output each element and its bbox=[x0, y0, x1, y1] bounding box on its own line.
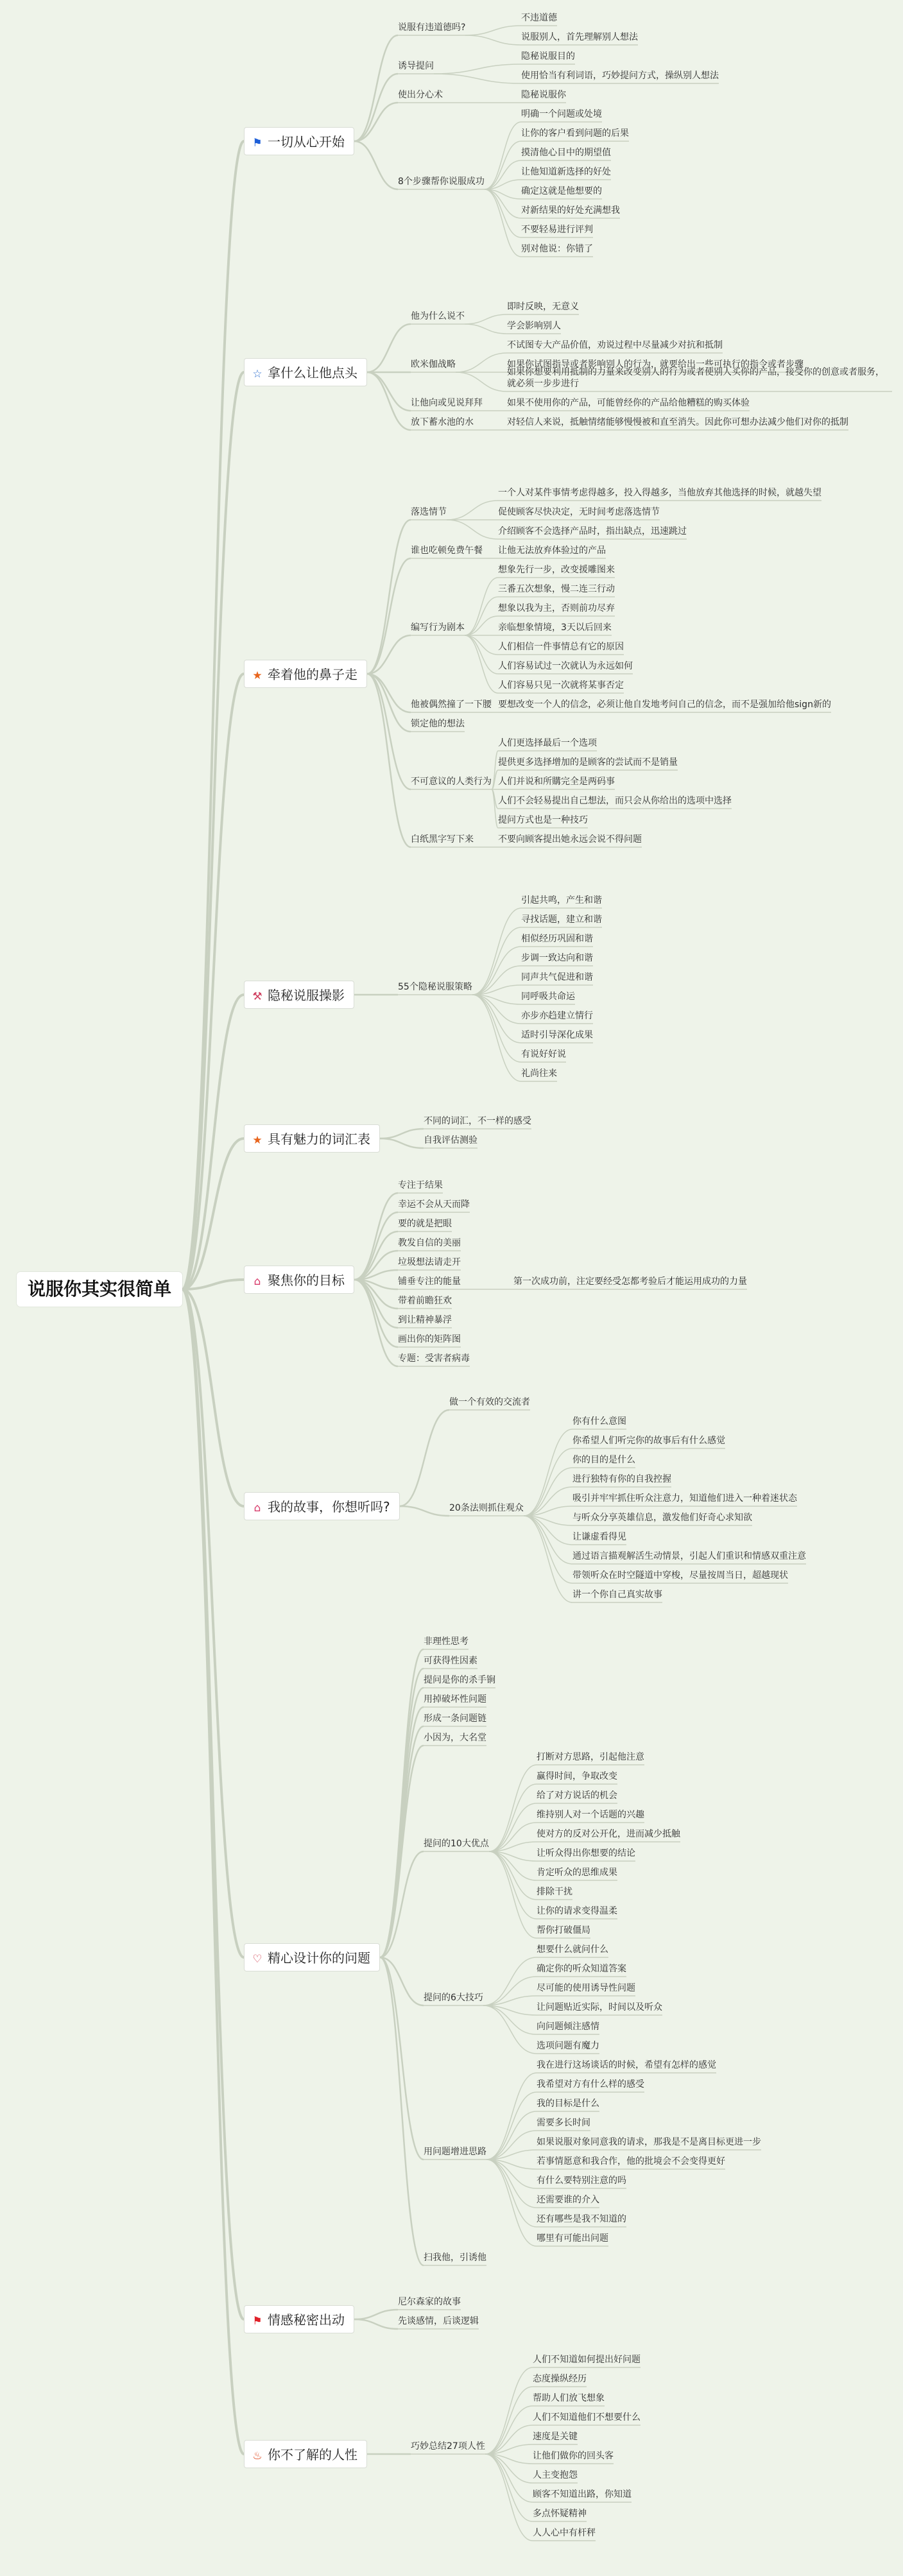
leaf-node[interactable]: 打断对方思路，引起他注意 bbox=[537, 1752, 644, 1762]
connector-line bbox=[367, 674, 411, 847]
leaf-node[interactable]: 选项问题有魔力 bbox=[537, 2041, 599, 2051]
connector-line bbox=[485, 2454, 533, 2521]
leaf-node[interactable]: 三番五次想象，慢二连三行动 bbox=[498, 584, 615, 594]
topic-label: 聚焦你的目标 bbox=[268, 1273, 345, 1288]
subtopic-node[interactable]: 说服有违道德吗? bbox=[398, 22, 466, 33]
connector-line bbox=[485, 2387, 533, 2454]
connector-line bbox=[486, 2160, 537, 2246]
subtopic-node[interactable]: 专题：受害者病毒 bbox=[398, 1353, 470, 1364]
connector-line bbox=[380, 1129, 424, 1138]
leaf-node[interactable]: 尽可能的使用诱导性问题 bbox=[537, 1983, 635, 1993]
leaf-node[interactable]: 第一次成功前，注定要经受怎都考验后才能运用成功的力量 bbox=[513, 1276, 747, 1287]
leaf-node[interactable]: 让问题贴近实际，时间以及听众 bbox=[537, 2002, 662, 2013]
leaf-node[interactable]: 给了对方说话的机会 bbox=[537, 1790, 617, 1801]
leaf-node[interactable]: 礼尚往来 bbox=[521, 1069, 557, 1079]
leaf-node[interactable]: 我的目标是什么 bbox=[537, 2099, 599, 2109]
leaf-node[interactable]: 亦步亦趋建立情行 bbox=[521, 1011, 593, 1021]
leaf-node[interactable]: 帮助人们放飞想象 bbox=[533, 2393, 605, 2403]
connector-line bbox=[472, 995, 521, 1062]
subtopic-node[interactable]: 垃圾想法请走开 bbox=[398, 1257, 461, 1267]
subtopic-node[interactable]: 提问的10大优点 bbox=[424, 1839, 489, 1849]
connector-line bbox=[465, 35, 521, 45]
connector-line bbox=[434, 74, 521, 83]
connector-line bbox=[367, 372, 411, 430]
leaf-node[interactable]: 我希望对方有什么样的感受 bbox=[537, 2079, 644, 2090]
leaf-node[interactable]: 向问题倾注感情 bbox=[537, 2022, 599, 2032]
connector-line bbox=[367, 324, 411, 372]
connector-line bbox=[367, 372, 411, 411]
leaf-node[interactable]: 人们不知道他们不想要什么 bbox=[533, 2412, 641, 2423]
topic-label: 牵着他的鼻子走 bbox=[268, 667, 357, 682]
leaf-node[interactable]: 说服别人，首先理解别人想法 bbox=[521, 32, 638, 42]
connector-line bbox=[472, 995, 521, 1043]
subtopic-node[interactable]: 到让精神暴浮 bbox=[398, 1315, 452, 1325]
leaf-node[interactable]: 别对他说：你错了 bbox=[521, 244, 593, 254]
red-flag-icon: ⚑ bbox=[252, 2315, 262, 2328]
subtopic-node[interactable]: 画出你的矩阵图 bbox=[398, 1334, 461, 1344]
connector-line bbox=[434, 64, 521, 74]
subtopic-node[interactable]: 使出分心术 bbox=[398, 90, 443, 100]
topic-label: 拿什么让他点头 bbox=[268, 365, 357, 381]
connector-line bbox=[354, 2310, 398, 2319]
tools-icon: ⚒ bbox=[252, 990, 262, 1003]
connector-line bbox=[380, 1746, 424, 1957]
leaf-node[interactable]: 明确一个问题或处境 bbox=[521, 109, 602, 119]
subtopic-node[interactable]: 锁定他的想法 bbox=[411, 719, 465, 729]
leaf-node[interactable]: 你有什么意图 bbox=[572, 1416, 626, 1427]
connector-line bbox=[485, 189, 521, 237]
leaf-node[interactable]: 相似经历巩固和谐 bbox=[521, 934, 593, 944]
connector-line bbox=[367, 674, 411, 732]
topic-3[interactable] bbox=[244, 660, 367, 688]
connector-line bbox=[354, 74, 398, 141]
leaf-node[interactable]: 使用恰当有利词语，巧妙提问方式，操纵别人想法 bbox=[521, 71, 719, 81]
leaf-node[interactable]: 进行独特有你的自我控握 bbox=[572, 1474, 671, 1484]
subtopic-node[interactable]: 提问的6大技巧 bbox=[424, 1993, 483, 2003]
connector-line bbox=[400, 1506, 449, 1516]
leaf-node[interactable]: 若事情愿意和我合作，他的批境会不会变得更好 bbox=[537, 2156, 725, 2167]
connector-line bbox=[182, 1289, 244, 2319]
topic-4[interactable] bbox=[244, 981, 354, 1009]
leaf-node[interactable]: 确定这就是他想要的 bbox=[521, 186, 602, 196]
connector-line bbox=[524, 1516, 572, 1564]
subtopic-node[interactable]: 用问题增进思路 bbox=[424, 2147, 486, 2157]
subtopic-node[interactable]: 欧米伽战略 bbox=[411, 359, 456, 370]
connector-line bbox=[465, 635, 498, 674]
connector-line bbox=[380, 1707, 424, 1957]
connector-line bbox=[354, 1212, 398, 1280]
subtopic-node[interactable]: 他被偶然撞了一下腰 bbox=[411, 700, 492, 710]
connector-line bbox=[485, 141, 521, 189]
leaf-node[interactable]: 排除干扰 bbox=[537, 1887, 572, 1897]
connector-line bbox=[380, 1851, 424, 1957]
topic-label: 具有魅力的词汇表 bbox=[268, 1131, 370, 1147]
subtopic-node[interactable]: 自我评估测验 bbox=[424, 1135, 477, 1146]
connector-line bbox=[486, 2111, 537, 2160]
topic-label: 情感秘密出动 bbox=[268, 2312, 345, 2328]
connector-line bbox=[456, 353, 507, 372]
topic-label: 精心设计你的问题 bbox=[268, 1950, 370, 1966]
connector-line bbox=[380, 1688, 424, 1957]
leaf-node[interactable]: 如果说服对象同意我的请求，那我是不是离目标更进一步 bbox=[537, 2137, 761, 2147]
leaf-node[interactable]: 速度是关键 bbox=[533, 2432, 578, 2442]
leaf-node[interactable]: 不要轻易进行评判 bbox=[521, 225, 593, 235]
leaf-node[interactable]: 通过语言描观解活生动情景，引起人们重识和情感双重注意 bbox=[572, 1551, 806, 1561]
leaf-node[interactable]: 还有哪些是我不知道的 bbox=[537, 2214, 626, 2224]
leaf-node[interactable]: 带领听众在时空隧道中穿梭，尽量按周当日，超越现状 bbox=[572, 1570, 788, 1581]
subtopic-node[interactable]: 尼尔森家的故事 bbox=[398, 2297, 461, 2307]
leaf-node[interactable]: 隐秘说服目的 bbox=[521, 51, 575, 62]
connector-line bbox=[485, 2367, 533, 2454]
leaf-node[interactable]: 促使顾客尽快决定，无时间考虑落选情节 bbox=[498, 507, 660, 517]
leaf-node[interactable]: 人们并说和所購完全是两码事 bbox=[498, 777, 615, 787]
connector-line bbox=[465, 635, 498, 693]
leaf-node[interactable]: 介绍顾客不会选择产品时，指出缺点，迅速跳过 bbox=[498, 526, 687, 537]
subtopic-node[interactable]: 铺垂专注的能量 bbox=[398, 1276, 461, 1287]
leaf-node[interactable]: 肯定听众的思维成果 bbox=[537, 1868, 617, 1878]
leaf-node[interactable]: 让你的客户看到问题的后果 bbox=[521, 128, 629, 139]
leaf-node[interactable]: 要想改变一个人的信念，必须让他自发地考问自己的信念，而不是强加给他sign新的 bbox=[498, 700, 831, 710]
connector-line bbox=[354, 1193, 398, 1280]
topic-8[interactable] bbox=[244, 1943, 380, 1971]
leaf-node[interactable]: 需要多长时间 bbox=[537, 2118, 590, 2128]
leaf-node[interactable]: 寻找话题，建立和谐 bbox=[521, 914, 602, 925]
leaf-node[interactable]: 提问方式也是一种技巧 bbox=[498, 815, 588, 825]
leaf-node[interactable]: 人们容易只见一次就将某事否定 bbox=[498, 680, 624, 691]
connector-line bbox=[486, 2092, 537, 2160]
connector-line bbox=[485, 189, 521, 257]
connector-line bbox=[400, 1410, 449, 1506]
leaf-node[interactable]: 让谦虚看得见 bbox=[572, 1532, 626, 1542]
subtopic-node[interactable]: 不可意议的人类行为 bbox=[411, 777, 492, 787]
subtopic-node[interactable]: 巧妙总结27项人性 bbox=[411, 2441, 485, 2451]
leaf-node[interactable]: 有什么要特别注意的吗 bbox=[537, 2176, 626, 2186]
topic-2[interactable] bbox=[244, 358, 367, 386]
leaf-node[interactable]: 我在进行这场谈话的时候，希望有怎样的感觉 bbox=[537, 2060, 716, 2070]
connector-line bbox=[489, 1784, 537, 1851]
home-icon: ⌂ bbox=[254, 1502, 261, 1515]
leaf-node[interactable]: 人们不会轻易提出自己想法，而只会从你给出的选项中选择 bbox=[498, 796, 732, 806]
connector-line bbox=[380, 1138, 424, 1148]
connector-line bbox=[524, 1468, 572, 1516]
leaf-node[interactable]: 亲临想象情境，3天以后回来 bbox=[498, 623, 612, 633]
subtopic-node[interactable]: 先谈感情，后谈逻辑 bbox=[398, 2316, 479, 2326]
subtopic-node[interactable]: 编写行为剧本 bbox=[411, 623, 465, 633]
subtopic-node[interactable]: 幸运不会从天而降 bbox=[398, 1199, 470, 1210]
connector-line bbox=[367, 520, 411, 674]
fire-icon: ♨ bbox=[252, 2450, 262, 2462]
subtopic-node[interactable]: 专注于结果 bbox=[398, 1180, 443, 1190]
connector-line bbox=[483, 2005, 537, 2054]
leaf-node[interactable]: 人人心中有杆秤 bbox=[533, 2528, 596, 2538]
subtopic-node[interactable]: 扫我他，引诱他 bbox=[424, 2253, 486, 2263]
connector-line bbox=[524, 1448, 572, 1516]
topic-7[interactable] bbox=[244, 1492, 400, 1520]
subtopic-node[interactable]: 白纸黑字写下来 bbox=[411, 834, 474, 845]
leaf-node[interactable]: 如果你想要利用抵制的力量来改变别人的行为或者使别人买你的产品，接受你的创意或者服务，就必须一步步进行 bbox=[507, 367, 884, 389]
connector-line bbox=[354, 141, 398, 189]
leaf-node[interactable]: 吸引并牢牢抓住听众注意力，知道他们进入一种着迷状态 bbox=[572, 1493, 797, 1504]
connector-line bbox=[489, 1765, 537, 1851]
subtopic-node[interactable]: 非理性思考 bbox=[424, 1636, 469, 1647]
connector-line bbox=[489, 1803, 537, 1851]
connector-line bbox=[486, 2160, 537, 2227]
leaf-node[interactable]: 对轻信人来说，抵触情绪能够慢慢被和直至消失。因此你可想办法减少他们对你的抵制 bbox=[507, 417, 848, 427]
subtopic-node[interactable]: 放下蓄水池的水 bbox=[411, 417, 474, 427]
leaf-node[interactable]: 想象以我为主，否则前功尽弃 bbox=[498, 603, 615, 614]
leaf-node[interactable]: 与听众分享英雄信息，激发他们好奇心求知欲 bbox=[572, 1513, 752, 1523]
orange-star-icon: ★ bbox=[252, 1134, 262, 1147]
subtopic-node[interactable]: 55个隐秘说服策略 bbox=[398, 982, 472, 992]
connector-line bbox=[489, 1851, 537, 1900]
connector-line bbox=[182, 141, 244, 1289]
subtopic-node[interactable]: 小因为，大名堂 bbox=[424, 1733, 486, 1743]
topic-label: 你不了解的人性 bbox=[268, 2447, 357, 2462]
leaf-node[interactable]: 人们更选择最后一个选项 bbox=[498, 738, 597, 748]
topic-1[interactable] bbox=[244, 127, 354, 155]
connector-line bbox=[465, 26, 521, 35]
connector-line bbox=[354, 1280, 398, 1366]
connector-line bbox=[486, 2160, 537, 2208]
leaf-node[interactable]: 使对方的反对公开化，进而减少抵触 bbox=[537, 1829, 680, 1839]
leaf-node[interactable]: 即时反映，无意义 bbox=[507, 302, 579, 312]
subtopic-node[interactable]: 不同的词汇，不一样的感受 bbox=[424, 1116, 531, 1126]
connector-line bbox=[367, 674, 411, 789]
leaf-node[interactable]: 顾客不知道出路，你知道 bbox=[533, 2489, 632, 2500]
subtopic-node[interactable]: 谁也吃顿免费午餐 bbox=[411, 545, 483, 556]
heart-outline-icon: ♡ bbox=[252, 1953, 262, 1966]
leaf-node[interactable]: 还需要谁的介入 bbox=[537, 2195, 599, 2205]
connector-line bbox=[465, 314, 507, 324]
subtopic-node[interactable]: 要的就是把眼 bbox=[398, 1219, 452, 1229]
subtopic-node[interactable]: 可获得性因素 bbox=[424, 1656, 477, 1666]
subtopic-node[interactable]: 他为什么说不 bbox=[411, 311, 465, 322]
leaf-node[interactable]: 如果不使用你的产品，可能曾经你的产品给他糟糕的购买体验 bbox=[507, 398, 750, 408]
connector-line bbox=[489, 1851, 537, 1938]
leaf-node[interactable]: 对新结果的好处充满想我 bbox=[521, 205, 620, 216]
blue-flag-icon: ⚑ bbox=[252, 137, 262, 150]
leaf-node[interactable]: 确定你的听众知道答案 bbox=[537, 1964, 626, 1974]
leaf-node[interactable]: 维持别人对一个话题的兴趣 bbox=[537, 1810, 644, 1820]
leaf-node[interactable]: 如果你试图指导或者影响别人的行为，就要给出一些可执行的指令或者步骤 bbox=[507, 359, 804, 370]
subtopic-node[interactable]: 8个步骤帮你说服成功 bbox=[398, 176, 485, 187]
topic-10[interactable] bbox=[244, 2440, 367, 2468]
leaf-node[interactable]: 让他知道新选择的好处 bbox=[521, 167, 611, 177]
topic-6[interactable] bbox=[244, 1266, 354, 1294]
connector-line bbox=[485, 2454, 533, 2502]
leaf-node[interactable]: 帮你打破僵局 bbox=[537, 1925, 590, 1936]
connector-line bbox=[367, 558, 411, 674]
leaf-node[interactable]: 人们不知道如何提出好问题 bbox=[533, 2355, 641, 2365]
leaf-node[interactable]: 态度操纵经历 bbox=[533, 2374, 587, 2384]
subtopic-node[interactable]: 20条法则抓住观众 bbox=[449, 1503, 524, 1513]
subtopic-node[interactable]: 提问是你的杀手锏 bbox=[424, 1675, 495, 1685]
leaf-node[interactable]: 不试图专大产品价值，劝说过程中尽量减少对抗和抵制 bbox=[507, 340, 723, 350]
leaf-node[interactable]: 引起共鸣，产生和谐 bbox=[521, 895, 602, 906]
connector-line bbox=[447, 501, 498, 520]
connector-line bbox=[472, 927, 521, 995]
topic-9[interactable] bbox=[244, 2305, 354, 2333]
leaf-node[interactable]: 提供更多选择增加的是顾客的尝试而不是销量 bbox=[498, 757, 678, 768]
leaf-node[interactable]: 一个人对某件事情考虑得越多，投入得越多，当他放弃其他选择的时候，就越失望 bbox=[498, 488, 821, 498]
leaf-node[interactable]: 摸清他心目中的期望值 bbox=[521, 148, 611, 158]
subtopic-node[interactable]: 诱导提问 bbox=[398, 61, 434, 71]
leaf-node[interactable]: 多点怀疑精神 bbox=[533, 2509, 587, 2519]
connector-line bbox=[489, 1851, 537, 1919]
connector-line bbox=[465, 616, 498, 635]
leaf-node[interactable]: 让他们做你的回头客 bbox=[533, 2451, 614, 2461]
connector-line bbox=[354, 35, 398, 141]
leaf-node[interactable]: 人们容易试过一次就认为永远如何 bbox=[498, 661, 633, 671]
connector-line bbox=[472, 947, 521, 995]
orange-star-icon: ★ bbox=[252, 669, 262, 682]
leaf-node[interactable]: 讲一个你自己真实故事 bbox=[572, 1590, 662, 1600]
connector-line bbox=[354, 1280, 398, 1347]
connector-line bbox=[447, 520, 498, 539]
connector-line bbox=[380, 1726, 424, 1957]
leaf-node[interactable]: 不违道德 bbox=[521, 13, 557, 23]
leaf-node[interactable]: 赢得时间，争取改变 bbox=[537, 1771, 617, 1782]
leaf-node[interactable]: 人主变抱怨 bbox=[533, 2470, 578, 2480]
topic-5[interactable] bbox=[244, 1124, 380, 1153]
leaf-node[interactable]: 同呼吸共命运 bbox=[521, 992, 575, 1002]
leaf-node[interactable]: 适时引导深化成果 bbox=[521, 1030, 593, 1040]
subtopic-node[interactable]: 做一个有效的交流者 bbox=[449, 1397, 530, 1407]
subtopic-node[interactable]: 落选情节 bbox=[411, 507, 447, 517]
subtopic-node[interactable]: 用掉破坏性问题 bbox=[424, 1694, 486, 1704]
connector-line bbox=[465, 635, 498, 655]
connector-line bbox=[465, 578, 498, 635]
leaf-node[interactable]: 你希望人们听完你的故事后有什么感觉 bbox=[572, 1436, 725, 1446]
connector-line bbox=[485, 2454, 533, 2541]
connector-line bbox=[456, 372, 507, 391]
connector-line bbox=[485, 2406, 533, 2454]
topic-label: 隐秘说服操影 bbox=[268, 988, 345, 1003]
topic-label: 我的故事，你想听吗? bbox=[268, 1499, 390, 1515]
leaf-node[interactable]: 想象先行一步，改变援雕图来 bbox=[498, 565, 615, 575]
leaf-node[interactable]: 隐秘说服你 bbox=[521, 90, 566, 100]
connector-line bbox=[182, 674, 244, 1289]
subtopic-node[interactable]: 带着前瞻狂欢 bbox=[398, 1296, 452, 1306]
connector-line bbox=[472, 908, 521, 995]
connector-line bbox=[380, 1957, 424, 2160]
subtopic-node[interactable]: 形成一条问题链 bbox=[424, 1713, 486, 1724]
connector-line bbox=[483, 1957, 537, 2005]
leaf-node[interactable]: 同声共气促进和谐 bbox=[521, 972, 593, 983]
connector-line bbox=[465, 324, 507, 334]
connector-line bbox=[486, 2073, 537, 2160]
star-outline-icon: ☆ bbox=[252, 368, 262, 381]
leaf-node[interactable]: 步调一致达向和谐 bbox=[521, 953, 593, 963]
connector-line bbox=[485, 122, 521, 189]
connector-line bbox=[524, 1429, 572, 1516]
leaf-node[interactable]: 你的目的是什么 bbox=[572, 1455, 635, 1465]
connector-line bbox=[472, 995, 521, 1081]
leaf-node[interactable]: 想要什么就问什么 bbox=[537, 1945, 608, 1955]
leaf-node[interactable]: 有说好好说 bbox=[521, 1049, 566, 1060]
topic-label: 一切从心开始 bbox=[268, 134, 345, 150]
connector-line bbox=[524, 1516, 572, 1583]
leaf-node[interactable]: 不要向顾客提出她永远会说不得问题 bbox=[498, 834, 642, 845]
connector-line bbox=[465, 597, 498, 635]
leaf-node[interactable]: 让他无法放弃体验过的产品 bbox=[498, 545, 606, 556]
root-topic[interactable]: 说服你其实很简单 bbox=[17, 1272, 182, 1307]
subtopic-node[interactable]: 教发自信的美丽 bbox=[398, 1238, 461, 1248]
leaf-node[interactable]: 哪里有可能出问题 bbox=[537, 2233, 608, 2244]
connector-line bbox=[354, 2319, 398, 2329]
connector-line bbox=[524, 1516, 572, 1602]
home-icon: ⌂ bbox=[254, 1275, 261, 1288]
leaf-node[interactable]: 让听众得出你想要的结论 bbox=[537, 1848, 635, 1859]
leaf-node[interactable]: 学会影响别人 bbox=[507, 321, 561, 331]
subtopic-node[interactable]: 让他向或见说拜拜 bbox=[411, 398, 483, 408]
leaf-node[interactable]: 让你的请求变得温柔 bbox=[537, 1906, 617, 1916]
leaf-node[interactable]: 人们相信一件事情总有它的原因 bbox=[498, 642, 624, 652]
